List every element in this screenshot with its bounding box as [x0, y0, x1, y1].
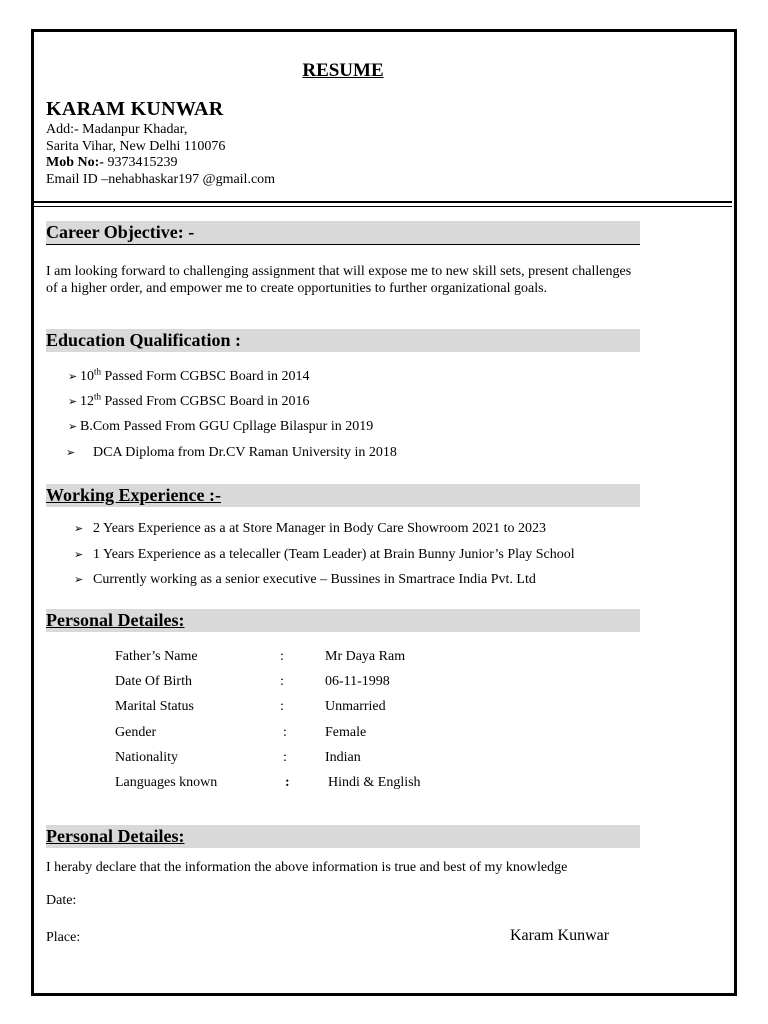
detail-value: Unmarried: [325, 699, 386, 714]
experience-heading-text: Working Experience :-: [46, 485, 221, 505]
arrow-bullet-icon: ➢: [74, 523, 84, 535]
declaration-heading: [46, 825, 640, 848]
mobile-label: Mob No:-: [46, 155, 104, 170]
arrow-bullet-icon: ➢: [74, 549, 84, 561]
detail-label: Marital Status: [115, 699, 194, 714]
detail-value: Hindi & English: [328, 775, 421, 790]
detail-label: Gender: [115, 725, 157, 740]
experience-item: ➢ 2 Years Experience as a at Store Manager in Body Care Showroom 2021 to 2023: [74, 521, 546, 536]
personal-details-heading-text: Personal Detailes:: [46, 610, 185, 630]
declaration-text: I heraby declare that the information the above information is true and best of my knowledge: [46, 860, 568, 875]
header-divider-thin: [33, 206, 732, 207]
email-line: Email ID –nehabhaskar197 @gmail.com: [46, 172, 276, 187]
detail-colon: :: [283, 725, 287, 740]
detail-label: Date Of Birth: [115, 674, 192, 689]
detail-label: Languages known: [115, 775, 218, 790]
mobile-value: 9373415239: [103, 155, 178, 170]
career-objective-heading-suffix: -: [183, 222, 195, 242]
address-line-2: Sarita Vihar, New Delhi 110076: [46, 139, 226, 154]
experience-item: ➢ Currently working as a senior executive – Bussines in Smartrace India Pvt. Ltd: [74, 572, 536, 587]
arrow-bullet-icon: ➢: [68, 371, 78, 383]
declaration-heading-text: Personal Detailes:: [46, 826, 185, 846]
date-label: Date:: [46, 893, 77, 908]
detail-value: Indian: [325, 750, 361, 765]
experience-heading: [46, 484, 640, 507]
detail-colon: :: [280, 674, 284, 689]
education-item: ➢ B.Com Passed From GGU Cpllage Bilaspur in 2019: [68, 419, 374, 434]
arrow-bullet-icon: ➢: [68, 421, 78, 433]
detail-value: Mr Daya Ram: [325, 649, 406, 664]
education-heading: Education Qualification :: [46, 329, 640, 352]
detail-colon: :: [283, 750, 287, 765]
mobile-line: [46, 155, 177, 171]
career-objective-text: I am looking forward to challenging assignment that will expose me to new skill sets, present challenges of a higher order, and empower me to create opportunities to further organizational goals.: [46, 264, 632, 296]
detail-value: Female: [325, 725, 367, 740]
resume-title: RESUME: [302, 60, 384, 81]
detail-colon: :: [280, 699, 284, 714]
arrow-bullet-icon: ➢: [74, 574, 84, 586]
arrow-bullet-icon: ➢: [66, 447, 76, 459]
education-item: ➢ DCA Diploma from Dr.CV Raman University in 2018: [66, 445, 397, 460]
candidate-name: KARAM KUNWAR: [46, 98, 224, 120]
career-objective-heading-text: Career Objective:: [46, 222, 184, 242]
header-divider: [33, 201, 732, 203]
personal-details-heading: [46, 609, 640, 632]
career-objective-heading: [46, 221, 640, 245]
signature-name: Karam Kunwar: [510, 927, 610, 944]
arrow-bullet-icon: ➢: [68, 396, 78, 408]
address-line-1: Add:- Madanpur Khadar,: [46, 122, 188, 137]
detail-label: Nationality: [115, 750, 178, 765]
detail-label: Father’s Name: [115, 649, 198, 664]
detail-colon: :: [285, 775, 290, 790]
detail-colon: :: [280, 649, 284, 664]
education-item: ➢ 10th Passed Form CGBSC Board in 2014: [68, 366, 310, 384]
experience-item: ➢ 1 Years Experience as a telecaller (Team Leader) at Brain Bunny Junior’s Play School: [74, 547, 575, 562]
place-label: Place:: [46, 930, 81, 945]
detail-value: 06-11-1998: [325, 674, 390, 689]
education-item: ➢ 12th Passed From CGBSC Board in 2016: [68, 391, 310, 409]
